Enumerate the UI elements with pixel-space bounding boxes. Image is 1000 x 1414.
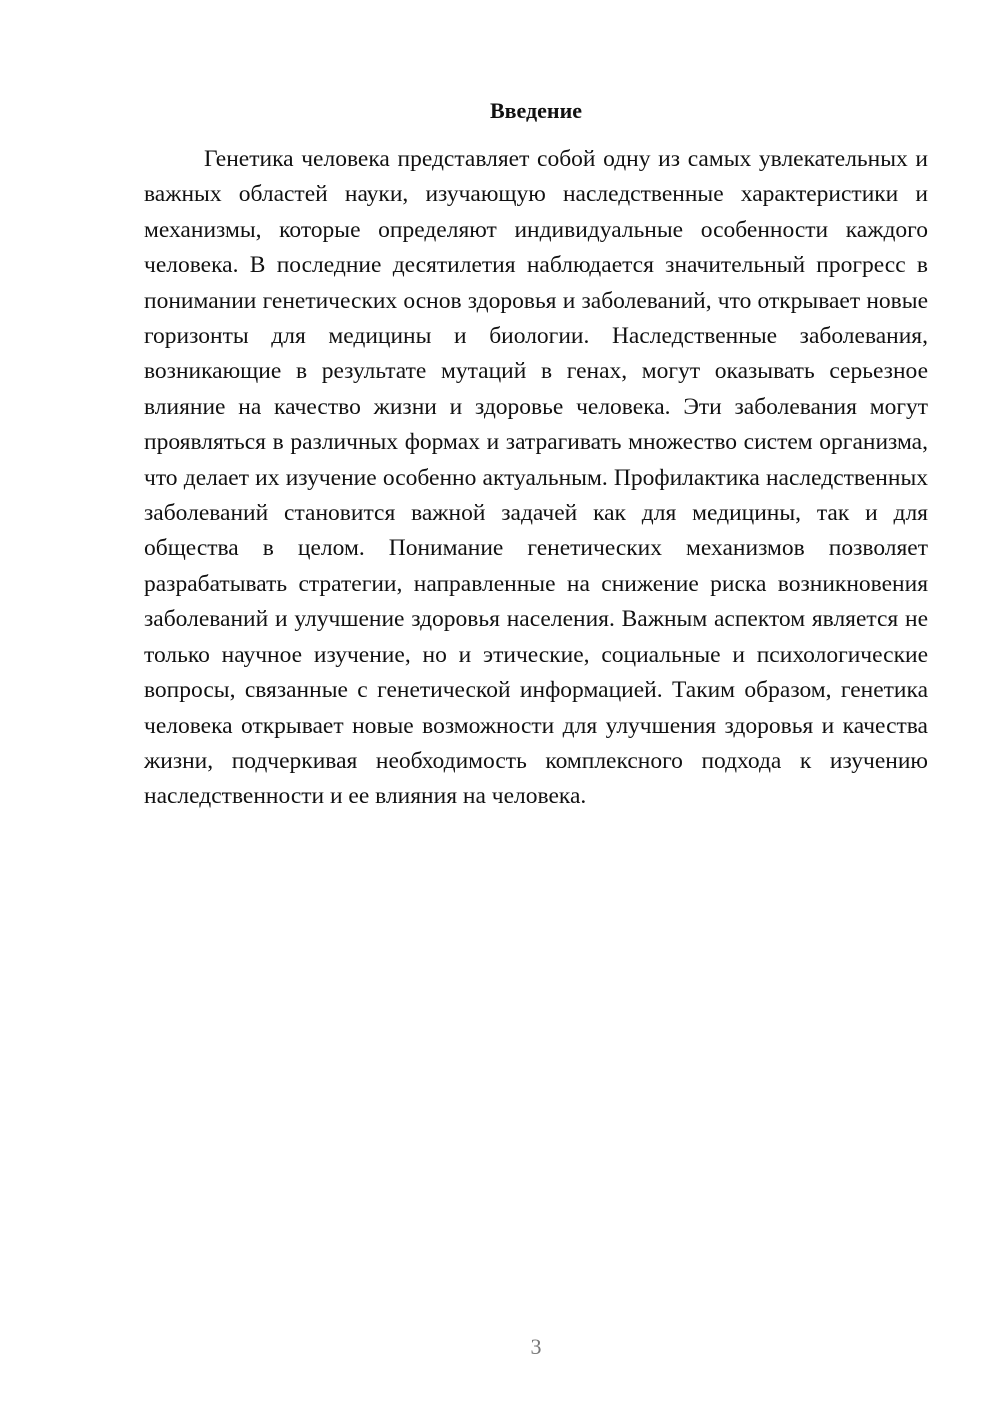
- section-title: Введение: [489, 98, 583, 123]
- page-number: 3: [530, 1334, 542, 1359]
- body-paragraph: Генетика человека представляет собой одну из самых увлекательных и важных областей науки, изучающую наследственные характеристики и механизмы, которые определяют индивидуальные особенности каждого человека. В последние десятилетия наблюдается значительный прогресс в понимании генетических основ здоровья и заболеваний, что открывает новые горизонты для медицины и биологии. Наследственные заболевания, возникающие в результате мутаций в генах, могут оказывать серьезное влияние на качество жизни и здоровье человека. Эти заболевания могут проявляться в различных формах и затрагивать множество систем организма, что делает их изучение особенно актуальным. Профилактика наследственных заболеваний становится важной задачей как для медицины, так и для общества в целом. Понимание генетических механизмов позволяет разрабатывать стратегии, направленные на снижение риска возникновения заболеваний и улучшение здоровья населения. Важным аспектом является не только научное изучение, но и этические, социальные и психологические вопросы, связанные с генетической информацией. Таким образом, генетика человека открывает новые возможности для улучшения здоровья и качества жизни, подчеркивая необходимость комплексного подхода к изучению наследственности и ее влияния на человека.: [144, 146, 928, 810]
